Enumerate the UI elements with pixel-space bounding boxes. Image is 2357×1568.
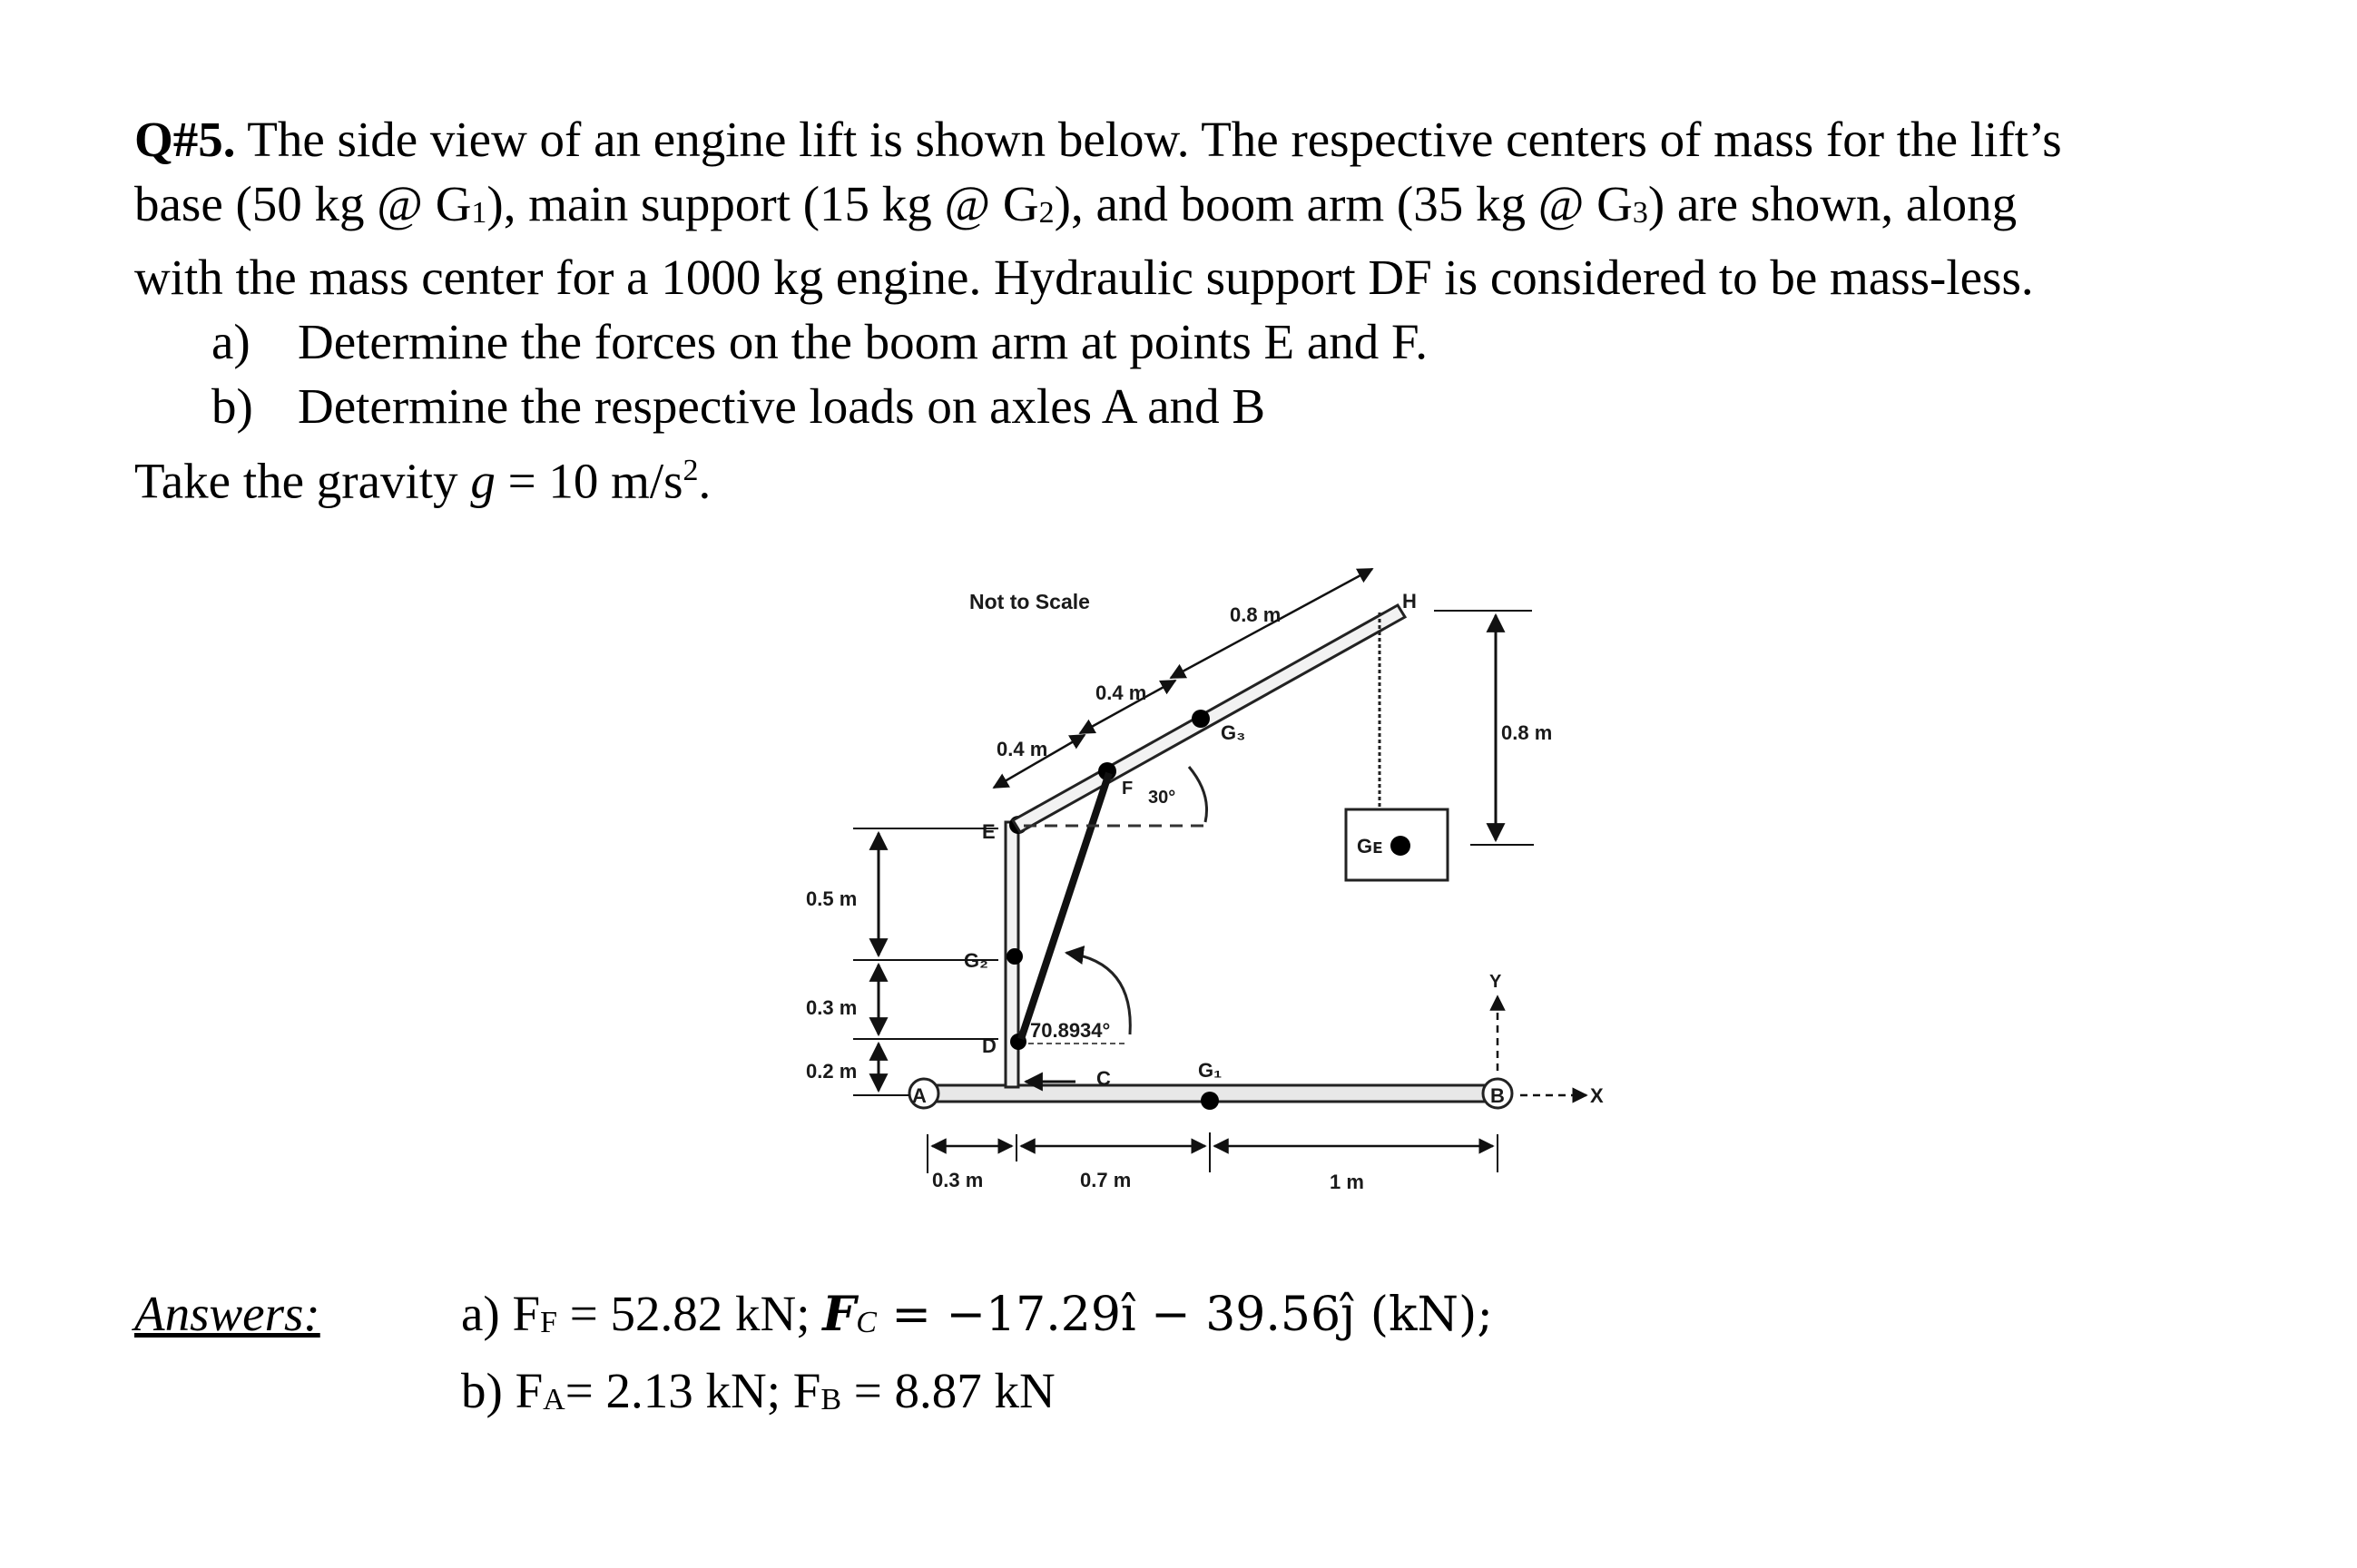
label-GE: Gᴇ — [1357, 835, 1383, 858]
angle-30-label: 30° — [1148, 788, 1176, 808]
angle-70-label: 70.8934° — [1030, 1019, 1111, 1042]
problem-line-2: base (50 kg @ $G_1$), main support (15 kg @ $G_2$), and boom arm (35 kg @ $G_3$) are shown, along — [134, 176, 2018, 231]
label-G2: G₂ — [964, 949, 988, 972]
dim-08-right-label: 0.8 m — [1501, 721, 1553, 744]
axis-y-label: Y — [1489, 972, 1502, 992]
dim-1-bottom-label: 1 m — [1330, 1171, 1364, 1193]
point-G3 — [1192, 710, 1210, 728]
answer-b: b) $F_A= 2.13$ kN; $F_B = 8.87$ kN — [461, 1363, 1056, 1418]
not-to-scale-label: Not to Scale — [969, 590, 1090, 613]
axis-x-label: X — [1590, 1084, 1604, 1107]
label-E: E — [982, 820, 996, 843]
point-G1 — [1201, 1092, 1219, 1110]
dim-07-bottom-label: 0.7 m — [1080, 1169, 1132, 1191]
dim-03-bottom-label: 0.3 m — [932, 1169, 984, 1191]
label-A: A — [912, 1084, 927, 1107]
label-G1: G₁ — [1198, 1059, 1223, 1082]
label-C: C — [1096, 1067, 1111, 1090]
label-B: B — [1490, 1084, 1505, 1107]
dim-08-top-label: 0.8 m — [1230, 603, 1282, 626]
dim-04-upper-label: 0.4 m — [1095, 681, 1147, 704]
angle-arc-30 — [1189, 767, 1207, 822]
gravity-line: Take the gravity g = 10 $m/s^2$. — [134, 453, 712, 509]
label-F: F — [1122, 779, 1134, 799]
problem-line-1: Q#5. The side view of an engine lift is shown below. The respective centers of mass for the lift’s — [134, 112, 2062, 167]
answers-lines — [461, 1279, 1493, 1434]
dim-02-label: 0.2 m — [806, 1060, 858, 1083]
answer-a: a) $F_F = 52.82$ kN; $F_C$ = −17.29î − 39.56ĵ (kN); — [461, 1286, 1493, 1342]
point-G2 — [1007, 948, 1023, 965]
point-GE — [1390, 836, 1410, 856]
dim-04-lower-label: 0.4 m — [997, 738, 1048, 760]
label-G3: G₃ — [1221, 721, 1246, 744]
dim-05-label: 0.5 m — [806, 887, 858, 910]
answers-heading: Answers: — [134, 1286, 320, 1341]
dim-03-left-label: 0.3 m — [806, 996, 858, 1019]
part-a: a) Determine the forces on the boom arm at points E and F. — [211, 314, 1428, 369]
label-D: D — [982, 1034, 997, 1057]
question-label: Q#5. — [134, 112, 236, 167]
problem-line-3: with the mass center for a 1000 kg engine. Hydraulic support DF is considered to be mass-less. — [134, 250, 2034, 305]
label-H: H — [1402, 590, 1417, 612]
part-b: b) Determine the respective loads on axles A and B — [211, 378, 1266, 434]
